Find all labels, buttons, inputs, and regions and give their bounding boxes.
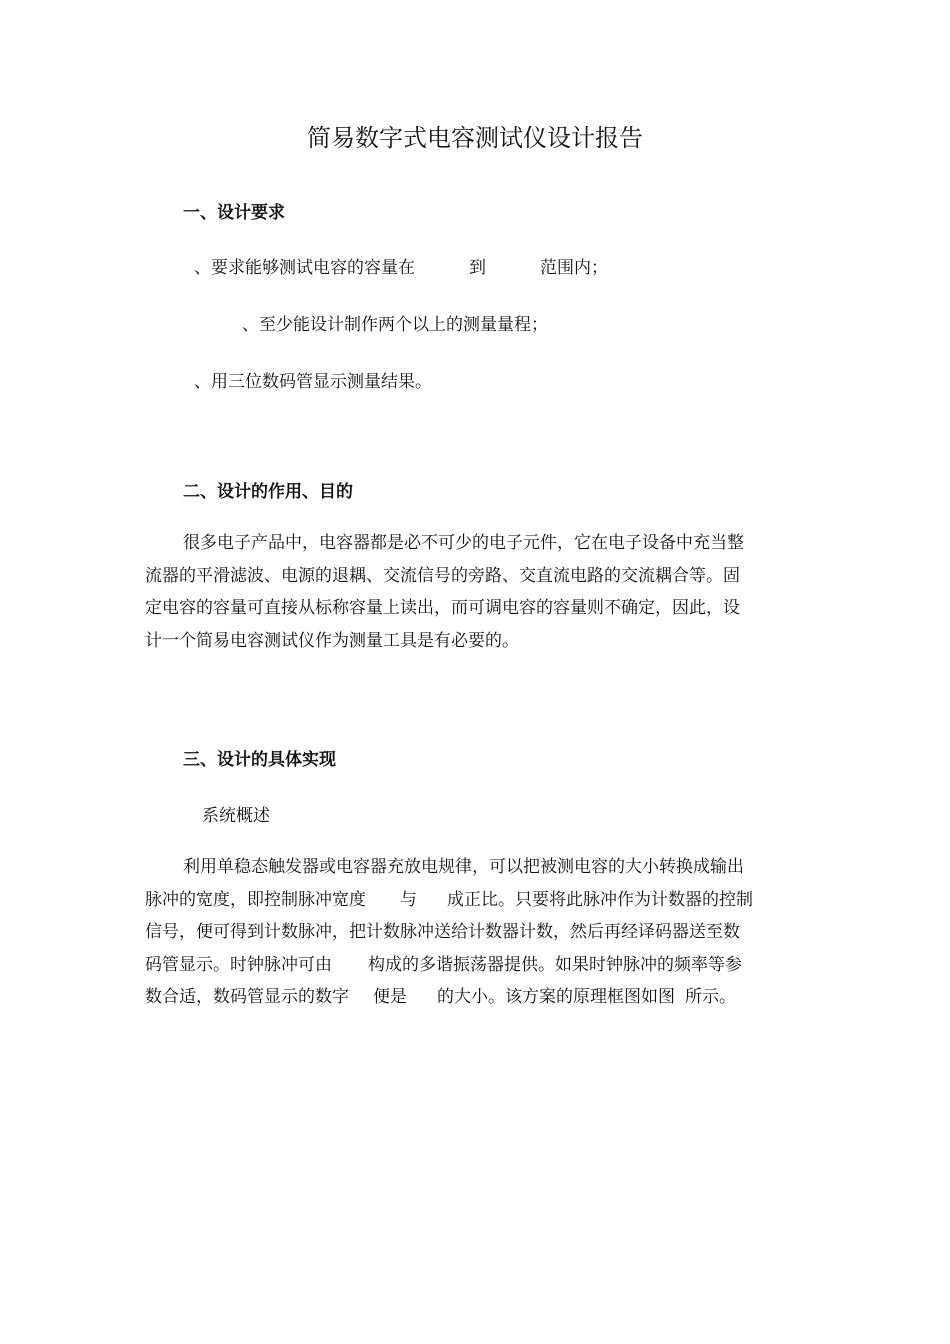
section3-heading: 三、设计的具体实现: [183, 750, 336, 770]
line-segment: 与: [400, 889, 417, 910]
paragraph-line: [145, 884, 807, 917]
paragraph-line: 计一个简易电容测试仪作为测量工具是有必要的。: [145, 630, 519, 651]
requirement-item-1-range: 范围内；: [540, 258, 608, 278]
section3-subheading: 系统概述: [202, 806, 270, 826]
paragraph-line: 很多电子产品中，电容器都是必不可少的电子元件，它在电子设备中充当整: [183, 533, 744, 553]
section3-paragraph: [145, 851, 807, 1014]
requirement-item-3: 、用三位数码管显示测量结果。: [194, 372, 432, 392]
paragraph-line: 流器的平滑滤波、电源的退耦、交流信号的旁路、交直流电路的交流耦合等。固: [145, 565, 740, 586]
paragraph-line: 信号，便可得到计数脉冲，把计数脉冲送给计数器计数，然后再经译码器送至数: [145, 922, 740, 942]
paragraph-line: 利用单稳态触发器或电容器充放电规律，可以把被测电容的大小转换成输出: [183, 857, 744, 877]
requirement-item-2: 、至少能设计制作两个以上的测量量程；: [242, 315, 548, 335]
line-segment: 构成的多谐振荡器提供。如果时钟脉冲的频率等参: [368, 954, 742, 975]
requirement-item-1-text: 、要求能够测试电容的容量在: [194, 258, 415, 278]
paragraph-line: [145, 949, 807, 982]
page-title: 简易数字式电容测试仪设计报告: [307, 124, 643, 152]
line-segment: 脉冲的宽度，即控制脉冲宽度: [145, 889, 366, 910]
requirement-item-1: [194, 253, 608, 278]
section1-heading: 一、设计要求: [183, 203, 285, 223]
line-segment: 数合适，数码管显示的数字: [145, 987, 349, 1007]
requirement-item-1-to: 到: [469, 258, 486, 278]
section2-paragraph: [145, 527, 807, 657]
line-segment: 码管显示。时钟脉冲可由: [145, 954, 332, 975]
paragraph-line: 定电容的容量可直接从标称容量上读出，而可调电容的容量则不确定，因此，设: [145, 598, 740, 618]
line-segment: 便是: [373, 987, 407, 1007]
line-segment: 成正比。只要将此脉冲作为计数器的控制: [447, 889, 753, 910]
line-segment: 所示。: [685, 987, 736, 1007]
line-segment: 的大小。该方案的原理框图如图: [437, 987, 675, 1007]
section2-heading: 二、设计的作用、目的: [183, 482, 353, 502]
paragraph-line: [145, 981, 807, 1014]
